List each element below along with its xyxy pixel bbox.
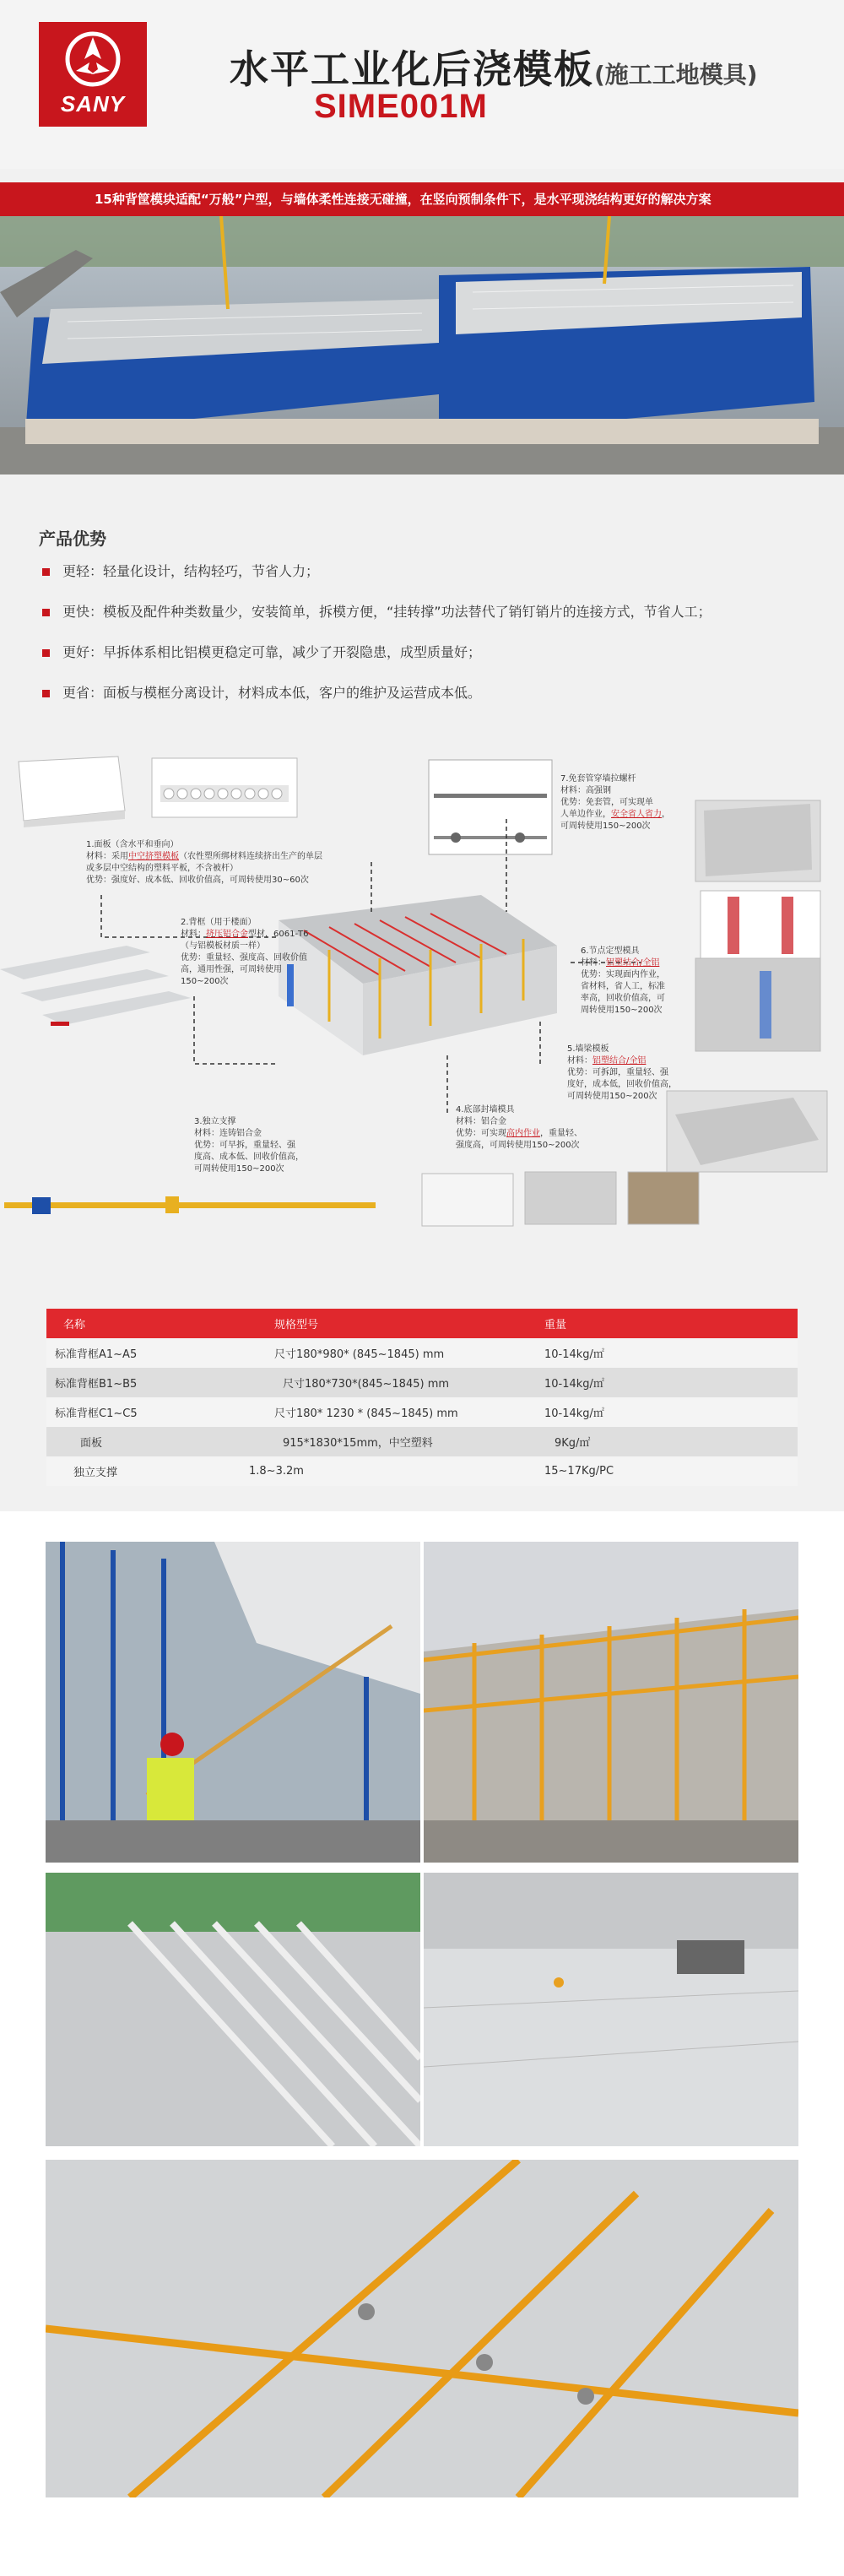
cell-weight: 10-14kg/㎡ — [494, 1397, 798, 1427]
label-sealing-line2-pre: 优势：可实现 — [456, 1129, 506, 1138]
cell-name: 标准背框A1~A5 — [46, 1338, 224, 1368]
spec-table — [46, 1309, 798, 1486]
label-node-title: 6.节点定型模具 — [581, 946, 640, 956]
site-photos — [0, 1511, 844, 2576]
table-row — [46, 1427, 798, 1456]
label-rod-line2: 优势：免套管，可实现单 — [560, 798, 653, 807]
label-support-title: 3.独立支撑 — [194, 1117, 236, 1126]
label-wall-beam-line4: 可周转使用150~200次 — [567, 1092, 657, 1101]
sany-logo-icon — [64, 30, 122, 88]
header — [0, 0, 844, 169]
back-frame-rails — [0, 946, 191, 1026]
advantages-title: 产品优势 — [39, 529, 106, 549]
photo-slab-panels — [424, 1873, 798, 2146]
advantage-faster — [42, 601, 827, 642]
col-spec: 规格型号 — [224, 1309, 494, 1338]
label-panel — [86, 839, 365, 887]
label-back-frame-line1 — [181, 929, 349, 941]
bullet-icon — [42, 649, 50, 657]
component-diagram — [0, 743, 844, 1250]
advantage-lighter — [42, 561, 827, 601]
label-tie-rod — [560, 773, 687, 832]
label-node-line1-highlight: 铝塑结合/全铝 — [606, 958, 660, 968]
label-back-frame-line1-highlight: 挤压铝合金 — [206, 930, 248, 939]
label-sealing-title: 4.底部封墙模具 — [456, 1105, 515, 1114]
advantage-text: 更省：面板与模框分离设计，材料成本低，客户的维护及运营成本低。 — [62, 685, 482, 701]
cell-weight: 10-14kg/㎡ — [494, 1368, 798, 1397]
label-node-line1-pre: 材料： — [581, 958, 606, 968]
label-back-frame-line2: （与铝模板材质一样） — [181, 941, 265, 951]
label-rod-line3-pre: 人单边作业， — [560, 810, 611, 819]
label-node-line4: 率高，回收价值高，可 — [581, 994, 665, 1003]
label-rod-line1: 材料：高强钢 — [560, 786, 611, 795]
page-title-sub: (施工工地模具) — [594, 61, 758, 89]
advantage-text: 更轻：轻量化设计，结构轻巧，节省人力； — [62, 563, 320, 579]
page-title — [230, 39, 758, 95]
cell-name: 标准背框B1~B5 — [46, 1368, 224, 1397]
label-rod-title: 7.免套管穿墙拉螺杆 — [560, 774, 636, 784]
bullet-icon — [42, 690, 50, 697]
label-rod-line4: 可周转使用150~200次 — [560, 822, 651, 831]
panel-photo-2 — [152, 758, 297, 817]
bullet-icon — [42, 609, 50, 616]
label-panel-line1-pre: 材料：采用 — [86, 852, 128, 861]
table-row — [46, 1397, 798, 1427]
label-sealing-line3: 强度高，可周转使用150~200次 — [456, 1141, 580, 1150]
photo-support-frame — [424, 1542, 798, 1863]
label-support-line1: 材料：连铸铝合金 — [194, 1129, 262, 1138]
sany-logo — [39, 22, 147, 127]
cell-spec: 尺寸180*730*(845~1845) mm — [224, 1368, 494, 1397]
cell-name: 面板 — [46, 1427, 224, 1456]
label-back-frame-line1-pre: 材料： — [181, 930, 206, 939]
label-panel-line1 — [86, 851, 365, 863]
cell-name: 独立支撑 — [46, 1456, 224, 1486]
tagline-banner: 15种背筐模块适配“万般”户型，与墙体柔性连接无碰撞，在竖向预制条件下，是水平现浇结构更好的解决方案 — [0, 182, 844, 216]
label-panel-line1-post: （农性塑所绑材料连续挤出生产的单层 — [179, 852, 322, 861]
label-wall-beam-title: 5.墙梁模板 — [567, 1044, 609, 1054]
bullet-icon — [42, 568, 50, 576]
cell-spec: 1.8~3.2m — [224, 1456, 494, 1486]
label-sealing-line2-post: ，重量轻、 — [540, 1129, 582, 1138]
hero-building-photo — [0, 216, 844, 475]
advantage-text: 更快：模板及配件种类数量少，安装简单，拆模方便，“挂转撑”功法替代了销钉销片的连接方式，节省人工； — [62, 604, 711, 620]
label-panel-line3: 优势：强度好、成本低、回收价值高，可周转使用30~60次 — [86, 876, 309, 885]
photo-frame-rails — [46, 1873, 420, 2146]
label-wall-beam — [567, 1044, 694, 1103]
photo-ceiling-supports — [46, 2160, 798, 2497]
table-row — [46, 1338, 798, 1368]
label-bottom-sealing — [456, 1104, 625, 1152]
col-name: 名称 — [46, 1309, 224, 1338]
advantage-text: 更好：早拆体系相比铝模更稳定可靠，减少了开裂隐患，成型质量好； — [62, 644, 482, 660]
advantages-list — [42, 561, 827, 723]
cell-spec: 尺寸180*980* (845~1845) mm — [224, 1338, 494, 1368]
label-wall-beam-line2: 优势：可拆卸，重量轻、强 — [567, 1068, 668, 1077]
page-title-main: 水平工业化后浇模板 — [230, 46, 594, 92]
label-panel-line1-highlight: 中空挤塑模板 — [128, 852, 179, 861]
label-wall-beam-line1 — [567, 1055, 694, 1067]
label-back-frame-title: 2.背框（用于楼面） — [181, 918, 257, 927]
model-number: SIME001M — [314, 88, 488, 125]
cell-spec: 915*1830*15mm，中空塑料 — [224, 1427, 494, 1456]
label-back-frame-line3: 优势：重量轻、强度高、回收价值 — [181, 953, 307, 963]
label-wall-beam-line3: 度好，成本低，回收价值高， — [567, 1080, 677, 1089]
label-rod-line3-highlight: 安全省人省力 — [611, 810, 662, 819]
label-support-line3: 度高、成本低、回收价值高， — [194, 1152, 304, 1162]
label-wall-beam-line1-highlight: 铝塑结合/全铝 — [592, 1056, 647, 1066]
advantage-cheaper — [42, 682, 827, 723]
spec-header-row — [46, 1309, 798, 1338]
table-row — [46, 1456, 798, 1486]
logo-text: SANY — [60, 91, 126, 117]
label-node-mold — [581, 946, 695, 1017]
label-support-line2: 优势：可早拆，重量轻、强 — [194, 1141, 295, 1150]
label-rod-line3-post: ， — [662, 810, 670, 819]
label-sealing-line1: 材料：铝合金 — [456, 1117, 506, 1126]
cell-weight: 9Kg/㎡ — [494, 1427, 798, 1456]
label-panel-title: 1.面板（含水平和垂向） — [86, 840, 179, 849]
cell-spec: 尺寸180* 1230 * (845~1845) mm — [224, 1397, 494, 1427]
label-panel-line2: 或多层中空结构的塑料平板，不含被杆） — [86, 864, 238, 873]
cell-weight: 15~17Kg/PC — [494, 1456, 798, 1486]
panel-photo-1 — [19, 757, 125, 827]
label-sealing-line2-highlight: 高内作业 — [506, 1129, 540, 1138]
label-sealing-line2 — [456, 1128, 625, 1140]
table-row — [46, 1368, 798, 1397]
label-rod-line3 — [560, 809, 687, 821]
cell-name: 标准背框C1~C5 — [46, 1397, 224, 1427]
label-back-frame-line4: 高，通用性强，可周转使用 — [181, 965, 282, 974]
diagram-drawing — [0, 743, 844, 1250]
label-node-line3: 省材料，省人工，标准 — [581, 982, 665, 991]
label-independent-support — [194, 1116, 338, 1175]
label-node-line1 — [581, 957, 695, 969]
label-support-line4: 可周转使用150~200次 — [194, 1164, 284, 1174]
label-node-line5: 周转使用150~200次 — [581, 1006, 663, 1015]
label-node-line2: 优势：实现面内作业， — [581, 970, 665, 979]
advantage-better — [42, 642, 827, 682]
label-back-frame-line1-post: 型材，6061-T6 — [248, 930, 309, 939]
cell-weight: 10-14kg/㎡ — [494, 1338, 798, 1368]
label-back-frame — [181, 917, 349, 988]
label-wall-beam-line1-pre: 材料： — [567, 1056, 592, 1066]
label-back-frame-line5: 150~200次 — [181, 977, 229, 986]
photo-worker-installing — [46, 1542, 420, 1863]
col-weight: 重量 — [494, 1309, 798, 1338]
